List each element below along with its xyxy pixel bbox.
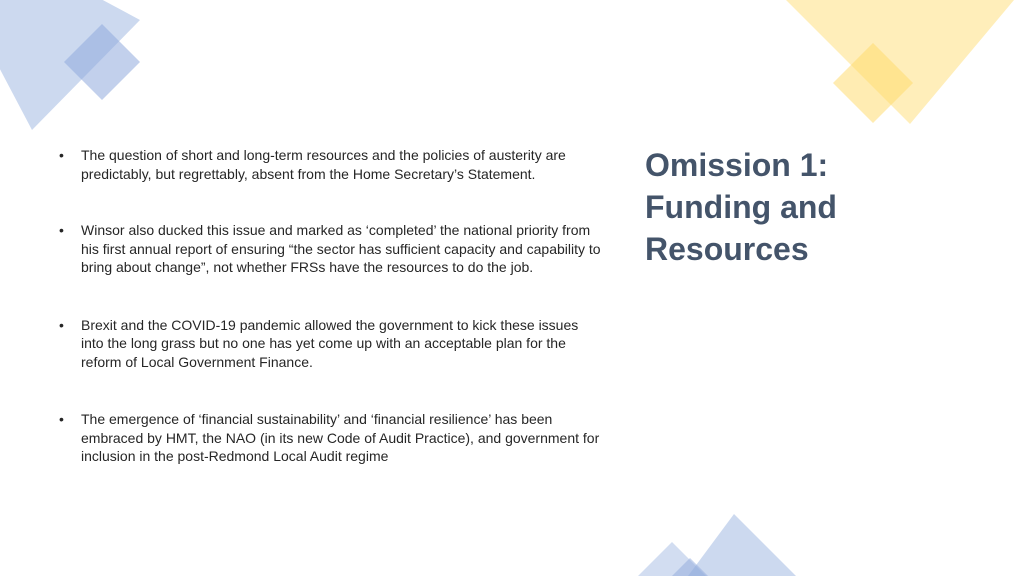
slide-title-line: Resources [645, 231, 809, 267]
slide-title-line: Funding and [645, 189, 837, 225]
diamond-shape-bottom-small [638, 542, 706, 576]
slide-title-line: Omission 1: [645, 147, 829, 183]
bullet-item: • The emergence of ‘financial sustainability’ and ‘financial resilience’ has been embraced by HMT, the NAO (in its new Code of Audit Practice), and government for inclusion in the post-Redmond Local Audit regime [57, 410, 602, 466]
diamond-shape-top-left-small [64, 24, 140, 100]
diamond-shape-top-right-small [833, 43, 913, 123]
bullet-item: • The question of short and long-term resources and the policies of austerity are predictably, but regrettably, absent from the Home Secretary’s Statement. [57, 146, 602, 183]
diamond-shape-bottom-large [688, 514, 796, 576]
slide-title [645, 144, 985, 270]
diamond-shape-bottom-overlap [672, 558, 708, 576]
diamond-shape-top-left-large [0, 0, 140, 130]
bullet-item: • Brexit and the COVID-19 pandemic allowed the government to kick these issues into the long grass but no one has yet come up with an acceptable plan for the reform of Local Government Finance. [57, 316, 602, 372]
bullet-list [57, 146, 602, 466]
bullet-item: • Winsor also ducked this issue and marked as ‘completed’ the national priority from his first annual report of ensuring “the sector has sufficient capacity and capability to bring about change”, not whether FRSs have the resources to do the job. [57, 221, 602, 277]
diamond-shape-top-right-large [786, 0, 1014, 124]
